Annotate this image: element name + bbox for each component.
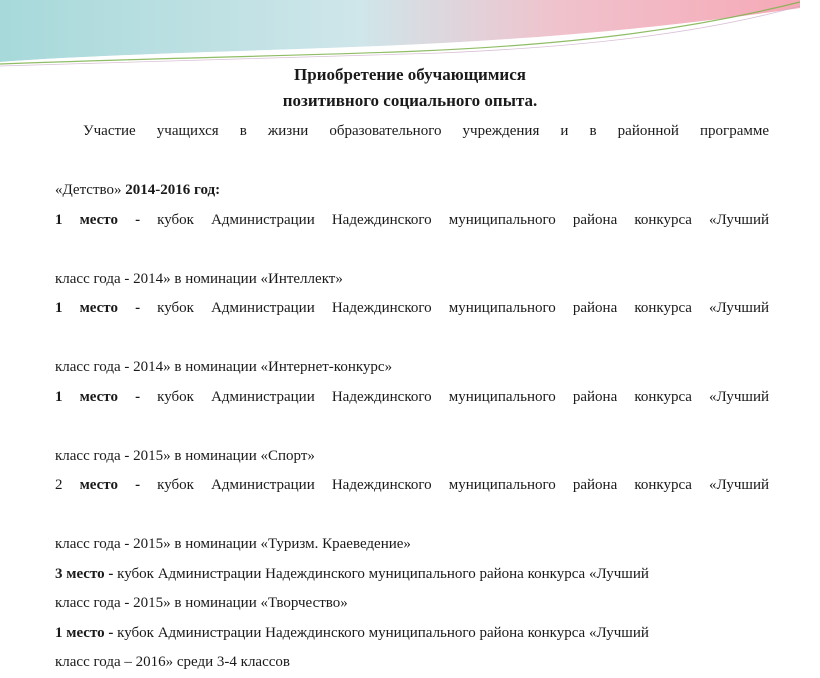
award-line-1 (55, 206, 769, 265)
award-text: кубок Администрации Надеждинского муниципального района конкурса «Лучший (140, 477, 769, 493)
intro-years: 2014-2016 год: (125, 182, 221, 198)
award-line-1 (55, 560, 769, 590)
award-line-1 (55, 383, 769, 442)
award-place: 1 место - (55, 300, 141, 316)
award-text: кубок Администрации Надеждинского муниципального района конкурса «Лучший (113, 565, 649, 582)
award-item (55, 294, 769, 383)
award-item (55, 471, 769, 560)
award-line-1 (55, 471, 769, 530)
title-line-2: позитивного социального опыта. (282, 91, 538, 110)
award-place: место - (79, 477, 141, 493)
award-line-2: класс года - 2015» в номинации «Творчество» (55, 595, 348, 611)
award-line-2: класс года - 2014» в номинации «Интеллект» (55, 270, 343, 287)
title-line-1: Приобретение обучающимися (294, 65, 526, 84)
award-place-number: 2 (55, 477, 80, 493)
award-item (55, 383, 769, 472)
page-title (0, 62, 820, 114)
intro-program-name: «Детство» (55, 182, 126, 198)
award-item (55, 619, 769, 678)
award-line-1 (55, 619, 769, 649)
award-text: кубок Администрации Надеждинского муниципального района конкурса «Лучший (140, 300, 769, 316)
award-place: 1 место - (55, 624, 114, 641)
award-item (55, 206, 769, 295)
award-text: кубок Администрации Надеждинского муниципального района конкурса «Лучший (113, 624, 649, 641)
award-place: 1 место - (55, 211, 141, 228)
award-place: 3 место - (55, 565, 114, 582)
award-line-2: класс года - 2014» в номинации «Интернет-конкурс» (55, 359, 393, 375)
award-item (55, 560, 769, 619)
intro-line-2 (55, 176, 769, 206)
award-place: 1 место - (55, 388, 141, 405)
award-line-2: класс года - 2015» в номинации «Спорт» (55, 447, 315, 464)
award-line-1 (55, 294, 769, 353)
award-line-2: класс года - 2015» в номинации «Туризм. Краеведение» (55, 536, 411, 552)
award-text: кубок Администрации Надеждинского муниципального района конкурса «Лучший (140, 211, 769, 228)
award-line-2: класс года – 2016» среди 3-4 классов (55, 654, 290, 670)
award-text: кубок Администрации Надеждинского муниципального района конкурса «Лучший (140, 388, 769, 405)
intro-line-1: Участие учащихся в жизни образовательного учреждения и в районной программе (83, 123, 769, 139)
body-text (55, 117, 769, 678)
